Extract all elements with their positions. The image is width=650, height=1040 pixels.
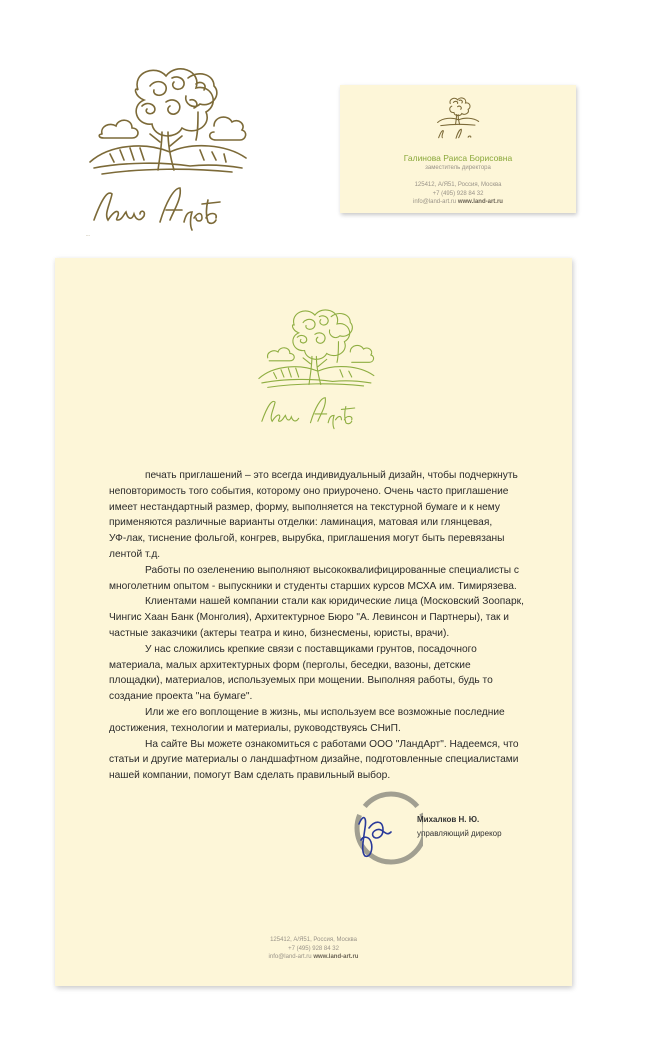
landart-logo-brown [80, 50, 255, 240]
signer-name: Михалков Н. Ю. [417, 815, 480, 824]
letterhead-page [55, 258, 572, 986]
footer-phone: +7 (495) 928 84 32 [288, 945, 339, 952]
letter-paragraph: У нас сложились крепкие связи с поставщиками грунтов, посадочного материала, малых архитектурных форм (перголы, беседки, вазоны, детские площадки), материалов, используемых при мощении. Выполняя работы, будь то создание проекта "на бумаге". [109, 643, 493, 703]
card-email: info@land-art.ru [413, 199, 457, 205]
letter-paragraph: Или же его воплощение в жизнь, мы используем все возможные последние достижения, технологии и материалы, руководствуясь СНиП. [109, 706, 505, 734]
card-phone: +7 (495) 928 84 32 [432, 190, 484, 197]
business-card [340, 85, 576, 213]
card-contacts [340, 181, 576, 207]
letter-paragraph: Работы по озеленению выполняют высококвалифицированные специалисты с многолетним опытом - выпускники и студенты старших курсов МСХА им. Тимирязева. [109, 564, 520, 592]
letter-paragraph: Клиентами нашей компании стали как юридические лица (Московский Зоопарк, Чингис Хаан Банк (Монголия), Архитектурное Бюро "А. Левинсон и Партнеры), так и частные заказчики (актеры театра и кино, бизнесмены, юристы, врачи). [109, 596, 524, 639]
signature-stamp [343, 784, 423, 874]
footer-website: www.land-art.ru [313, 954, 359, 960]
logo-wordmark: ЛандАрт [86, 236, 91, 237]
footer-address: 125412, А/Я51, Россия, Москва [270, 937, 357, 943]
letter-footer [55, 936, 572, 962]
letter-paragraph: На сайте Вы можете ознакомиться с работами ООО "ЛандАрт". Надеемся, что статьи и другие материалы о ландшафтном дизайне, подготовленные специалистами нашей компании, помогут Вам сделать правильный выбор. [109, 738, 519, 782]
card-address: 125412, А/Я51, Россия, Москва [414, 182, 502, 188]
footer-email: info@land-art.ru [268, 954, 312, 960]
landart-logo-green [237, 296, 395, 436]
card-website: www.land-art.ru [457, 199, 503, 205]
letter-paragraph: печать приглашений – это всегда индивидуальный дизайн, чтобы подчеркнуть неповторимость того события, которому оно приурочено. Очень часто приглашение имеет нестандартный размер, форму, выполняется на текстурной бумаге и к нему применяются различные варианты отделки: ламинация, матовая или глянцевая, УФ-лак, тиснение фольгой, конгрев, вырубка, приглашения могут быть перевязаны лентой т.д. [109, 470, 518, 560]
card-person-role: заместитель директора [425, 165, 491, 171]
letter-body [109, 468, 529, 784]
signer-title: управляющий дирекор [417, 829, 502, 838]
card-logo [432, 93, 484, 143]
card-person-name: Галинова Раиса Борисовна [403, 153, 513, 163]
